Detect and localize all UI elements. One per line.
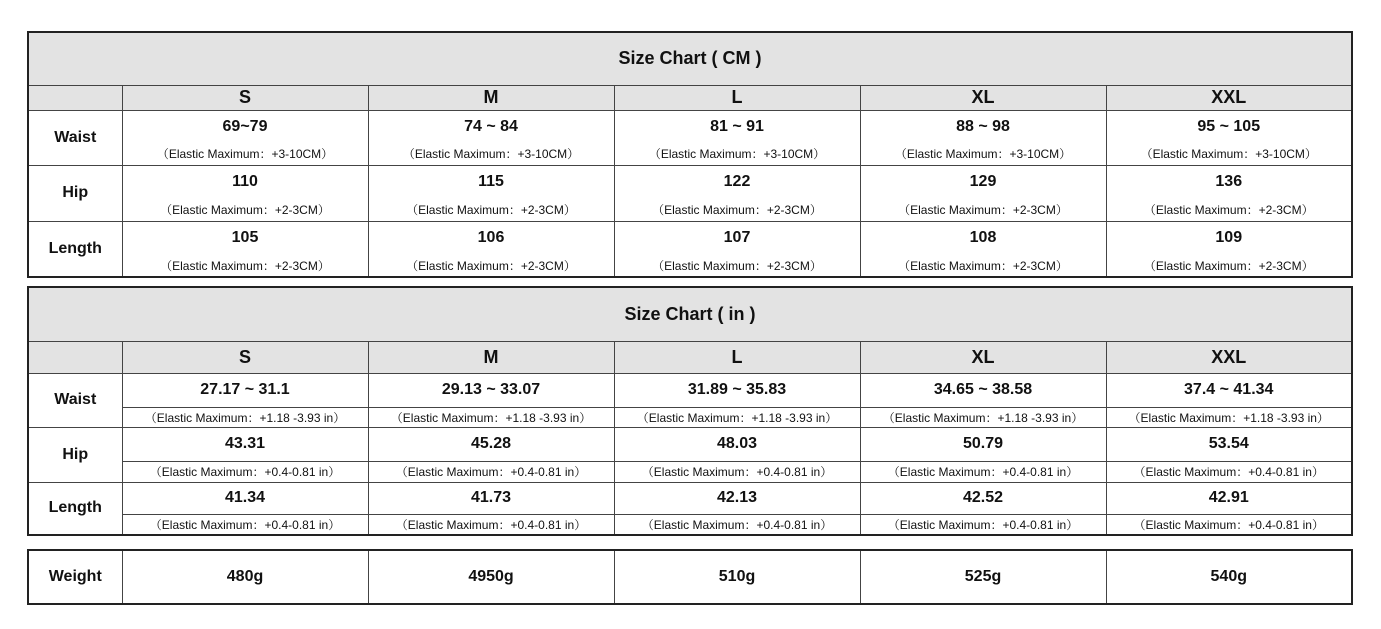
row-label-hip: Hip (28, 165, 122, 221)
elastic-note: （Elastic Maximum：+0.4-0.81 in） (1106, 461, 1352, 482)
size-header: L (614, 85, 860, 110)
size-header-corner (28, 85, 122, 110)
elastic-note: （Elastic Maximum：+3-10CM） (614, 143, 860, 165)
elastic-note: （Elastic Maximum：+1.18 -3.93 in） (860, 407, 1106, 427)
value-cell: 107 (614, 221, 860, 255)
size-chart-cm-title: Size Chart ( CM ) (28, 32, 1352, 85)
elastic-note: （Elastic Maximum：+3-10CM） (1106, 143, 1352, 165)
elastic-note: （Elastic Maximum：+2-3CM） (860, 199, 1106, 221)
size-header-corner (28, 341, 122, 373)
elastic-note: （Elastic Maximum：+2-3CM） (614, 255, 860, 277)
elastic-note: （Elastic Maximum：+3-10CM） (368, 143, 614, 165)
size-header: S (122, 341, 368, 373)
elastic-note: （Elastic Maximum：+0.4-0.81 in） (860, 461, 1106, 482)
elastic-note: （Elastic Maximum：+0.4-0.81 in） (368, 514, 614, 535)
value-cell: 122 (614, 165, 860, 199)
value-cell: 41.73 (368, 482, 614, 514)
table-row (28, 165, 1352, 199)
value-cell: 45.28 (368, 427, 614, 461)
value-cell: 110 (122, 165, 368, 199)
table-row (28, 110, 1352, 143)
table-row (28, 550, 1352, 604)
row-label-weight: Weight (28, 550, 122, 604)
table-row (28, 482, 1352, 514)
elastic-note: （Elastic Maximum：+1.18 -3.93 in） (368, 407, 614, 427)
value-cell: 43.31 (122, 427, 368, 461)
size-chart-cm (27, 31, 1353, 278)
value-cell: 42.91 (1106, 482, 1352, 514)
row-label-length: Length (28, 221, 122, 277)
table-row (28, 373, 1352, 407)
elastic-note: （Elastic Maximum：+1.18 -3.93 in） (1106, 407, 1352, 427)
value-cell: 37.4 ~ 41.34 (1106, 373, 1352, 407)
value-cell: 136 (1106, 165, 1352, 199)
value-cell: 48.03 (614, 427, 860, 461)
value-cell: 69~79 (122, 110, 368, 143)
elastic-note: （Elastic Maximum：+0.4-0.81 in） (614, 461, 860, 482)
value-cell: 31.89 ~ 35.83 (614, 373, 860, 407)
elastic-note: （Elastic Maximum：+0.4-0.81 in） (614, 514, 860, 535)
size-header: M (368, 341, 614, 373)
row-label-length: Length (28, 482, 122, 535)
elastic-note: （Elastic Maximum：+0.4-0.81 in） (122, 514, 368, 535)
elastic-note: （Elastic Maximum：+2-3CM） (122, 199, 368, 221)
table-row (28, 427, 1352, 461)
size-chart-in-title: Size Chart ( in ) (28, 287, 1352, 341)
table-row (28, 221, 1352, 255)
row-label-waist: Waist (28, 373, 122, 427)
elastic-note: （Elastic Maximum：+2-3CM） (1106, 199, 1352, 221)
row-label-waist: Waist (28, 110, 122, 165)
value-cell: 108 (860, 221, 1106, 255)
elastic-note: （Elastic Maximum：+2-3CM） (614, 199, 860, 221)
value-cell: 81 ~ 91 (614, 110, 860, 143)
value-cell: 42.13 (614, 482, 860, 514)
size-header: XXL (1106, 85, 1352, 110)
size-header: M (368, 85, 614, 110)
size-header: XXL (1106, 341, 1352, 373)
elastic-note: （Elastic Maximum：+2-3CM） (860, 255, 1106, 277)
weight-table (27, 549, 1353, 605)
size-header: XL (860, 85, 1106, 110)
value-cell: 115 (368, 165, 614, 199)
value-cell: 50.79 (860, 427, 1106, 461)
elastic-note: （Elastic Maximum：+2-3CM） (368, 255, 614, 277)
value-cell: 34.65 ~ 38.58 (860, 373, 1106, 407)
value-cell: 27.17 ~ 31.1 (122, 373, 368, 407)
elastic-note: （Elastic Maximum：+1.18 -3.93 in） (614, 407, 860, 427)
size-header: L (614, 341, 860, 373)
elastic-note: （Elastic Maximum：+2-3CM） (368, 199, 614, 221)
row-label-hip: Hip (28, 427, 122, 482)
weight-cell: 4950g (368, 550, 614, 604)
value-cell: 29.13 ~ 33.07 (368, 373, 614, 407)
weight-cell: 480g (122, 550, 368, 604)
elastic-note: （Elastic Maximum：+1.18 -3.93 in） (122, 407, 368, 427)
elastic-note: （Elastic Maximum：+0.4-0.81 in） (122, 461, 368, 482)
elastic-note: （Elastic Maximum：+0.4-0.81 in） (860, 514, 1106, 535)
size-chart-in (27, 286, 1353, 536)
elastic-note: （Elastic Maximum：+2-3CM） (1106, 255, 1352, 277)
value-cell: 53.54 (1106, 427, 1352, 461)
size-header: S (122, 85, 368, 110)
weight-cell: 510g (614, 550, 860, 604)
value-cell: 42.52 (860, 482, 1106, 514)
elastic-note: （Elastic Maximum：+0.4-0.81 in） (368, 461, 614, 482)
elastic-note: （Elastic Maximum：+3-10CM） (860, 143, 1106, 165)
size-header: XL (860, 341, 1106, 373)
value-cell: 109 (1106, 221, 1352, 255)
elastic-note: （Elastic Maximum：+0.4-0.81 in） (1106, 514, 1352, 535)
weight-cell: 540g (1106, 550, 1352, 604)
value-cell: 74 ~ 84 (368, 110, 614, 143)
elastic-note: （Elastic Maximum：+2-3CM） (122, 255, 368, 277)
value-cell: 95 ~ 105 (1106, 110, 1352, 143)
value-cell: 41.34 (122, 482, 368, 514)
weight-cell: 525g (860, 550, 1106, 604)
value-cell: 88 ~ 98 (860, 110, 1106, 143)
elastic-note: （Elastic Maximum：+3-10CM） (122, 143, 368, 165)
value-cell: 129 (860, 165, 1106, 199)
value-cell: 105 (122, 221, 368, 255)
value-cell: 106 (368, 221, 614, 255)
